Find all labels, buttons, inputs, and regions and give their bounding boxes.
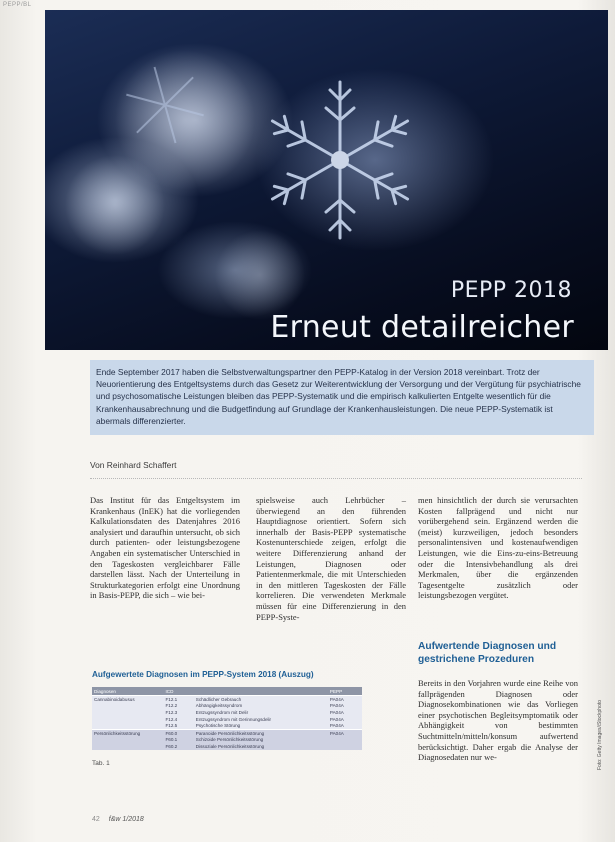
table-row <box>92 729 362 736</box>
cell-diagnosis <box>92 743 163 750</box>
lead-box <box>90 360 594 435</box>
cell-diagnosis: Cannabinoidabusus <box>92 696 163 703</box>
cell-pepp: PA04A <box>328 709 362 716</box>
table-row <box>92 709 362 716</box>
cell-icd: F12.1 <box>163 696 193 703</box>
cell-description: Schizoide Persönlichkeitsstörung <box>194 737 328 744</box>
cell-diagnosis <box>92 703 163 710</box>
cell-pepp <box>328 737 362 744</box>
table-title: Aufgewertete Diagnosen im PEPP-System 2018 (Auszug) <box>92 670 314 679</box>
cell-description: Psychotische Störung <box>194 722 328 729</box>
header-diagnosen: Diagnosen <box>92 687 163 696</box>
cell-diagnosis: Persönlichkeitsstörung <box>92 729 163 736</box>
cell-icd: F60.1 <box>163 737 193 744</box>
cell-diagnosis <box>92 709 163 716</box>
cell-description: Schädlicher Gebrauch <box>194 696 328 703</box>
cell-pepp: PA04A <box>328 722 362 729</box>
cell-icd: F12.3 <box>163 709 193 716</box>
photo-credit: Foto: Getty Images/iStockphoto <box>597 699 603 770</box>
cell-pepp: PA04A <box>328 716 362 723</box>
header-pepp: PEPP <box>328 687 362 696</box>
body-column-4: Bereits in den Vorjahren wurde eine Reihe von fallprägenden Diagnosen oder Diagnosekombinationen wie das Vorliegen einer psychotischen Begleitsymptomatik oder Abhängigkeit von bestimmten Suchtmitteln/mitteln/konsum aufwertend berücksichtigt. Daher ergab die Analyse der Diagnosedaten nur we- <box>418 678 578 763</box>
cell-description: Paranoide Persönlichkeitsstörung <box>194 729 328 736</box>
body-column-2: spielsweise auch Lehrbücher – überwiegend an den führenden Hauptdiagnose orientiert. Sofern sich innerhalb der Basis-PEPP systematische Kostenunterschiede zeigen, erfolgt die weitere Differenzierung anhand der Leistungen, Diagnosen oder Patientenmerkmale, die mit Unterschieden in den mittleren Tageskosten der Fälle korrelieren. Die verwendeten Merkmale müssen für eine Differenzierung in den PEPP-Syste- <box>256 495 406 622</box>
cell-pepp <box>328 743 362 750</box>
table-row <box>92 703 362 710</box>
cell-icd: F60.0 <box>163 729 193 736</box>
table-row <box>92 743 362 750</box>
lead-text: Ende September 2017 haben die Selbstverwaltungspartner den PEPP-Katalog in der Version 2018 vereinbart. Trotz der Neuorientierung des Entgeltsystems durch das Gesetz zur Weiterentwicklung der Versorgung und der Vergütung für psychiatrische und psychosomatische Leistungen bleiben das PEPP-Systematik und die empirisch kalkulierten Entgelte wesentlich für die Krankenhausabrechnung und die Budgetfindung auf Grundlage der Krankenhausleistungen. Die neue PEPP-Systematik ist abermals differenzierter. <box>96 367 581 426</box>
hero-image <box>45 10 608 350</box>
diagnosis-table <box>92 687 362 750</box>
page-footer <box>92 816 144 823</box>
magazine-name: f&w 1/2018 <box>108 816 144 823</box>
table-row <box>92 716 362 723</box>
cell-description: Abhängigkeitssyndrom <box>194 703 328 710</box>
header-description <box>194 687 328 696</box>
scan-mark: PEPP/BL <box>3 2 32 8</box>
byline: Von Reinhard Schaffert <box>90 460 177 470</box>
article-kicker: PEPP 2018 <box>450 278 572 303</box>
cell-icd: F12.4 <box>163 716 193 723</box>
cell-description: Entzugssyndrom mit Gerinnungsdelir <box>194 716 328 723</box>
cell-pepp: PA04A <box>328 729 362 736</box>
table-row <box>92 696 362 703</box>
body-column-3: men hinsichtlich der durch sie verursachten Kosten fallprägend und nicht nur vorübergehend sein. Ergänzend werden die (meist) kurzweiligen, jedoch besonders personalintensiven und kostenaufwendigen Leistungen, wie die Eins-zu-eins-Betreuung oder die Intensivbehandlung als drei Merkmalen, über die ergänzenden Tagesentgelte zusätzlich oder leistungsbezogen vergütet. <box>418 495 578 601</box>
page-number: 42 <box>92 816 100 823</box>
cell-diagnosis <box>92 737 163 744</box>
header-icd: ICD <box>163 687 193 696</box>
table-header-row <box>92 687 362 696</box>
cell-pepp: PA04A <box>328 696 362 703</box>
cell-icd: F12.2 <box>163 703 193 710</box>
divider <box>90 478 582 479</box>
section-subheading: Aufwertende Diagnosen und gestrichene Prozeduren <box>418 641 557 665</box>
cell-description: Dissoziale Persönlichkeitsstörung <box>194 743 328 750</box>
table-caption: Tab. 1 <box>92 760 110 767</box>
cell-diagnosis <box>92 716 163 723</box>
table-row <box>92 722 362 729</box>
table-row <box>92 737 362 744</box>
body-column-1: Das Institut für das Entgeltsystem im Krankenhaus (InEK) hat die vorliegenden Kalkulationsdaten des Datenjahres 2016 analysiert und daraufhin untersucht, ob sich durch patienten- oder leistungsbezogene Angaben ein systematischer Unterschied in den Tageskosten vergleichbarer Fälle darstellen lässt. Nach der Unterteilung in Strukturkategorien erfolgt eine Unordnung in Basis-PEPP, die sich – wie bei- <box>90 495 240 601</box>
cell-diagnosis <box>92 722 163 729</box>
cell-description: Entzugssyndrom mit Delir <box>194 709 328 716</box>
cell-pepp: PA04A <box>328 703 362 710</box>
cell-icd: F60.2 <box>163 743 193 750</box>
cell-icd: F12.5 <box>163 722 193 729</box>
article-title: Erneut detailreicher <box>270 310 574 345</box>
